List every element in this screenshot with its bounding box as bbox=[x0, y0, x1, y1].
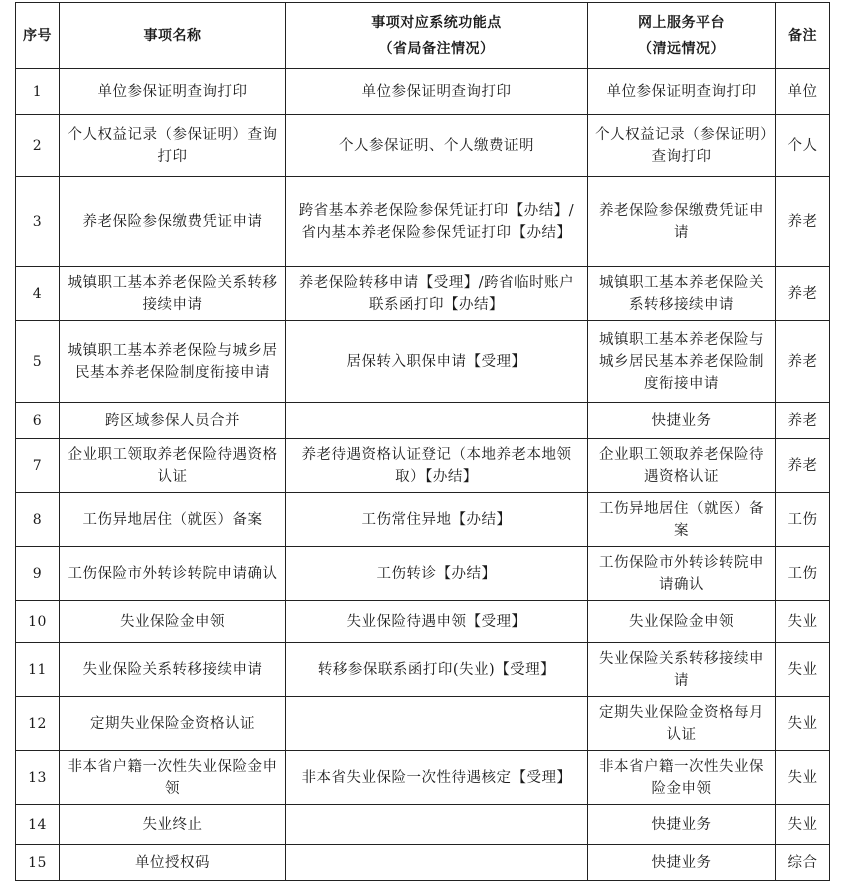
cell-item-name: 单位参保证明查询打印 bbox=[60, 69, 286, 115]
header-note: 备注 bbox=[776, 3, 830, 69]
table-row bbox=[16, 177, 830, 267]
cell-item-name: 定期失业保险金资格认证 bbox=[60, 697, 286, 751]
cell-system-function: 个人参保证明、个人缴费证明 bbox=[286, 115, 588, 177]
cell-item-name: 失业保险金申领 bbox=[60, 601, 286, 643]
cell-item-name: 单位授权码 bbox=[60, 845, 286, 881]
cell-item-name: 养老保险参保缴费凭证申请 bbox=[60, 177, 286, 267]
cell-note: 失业 bbox=[776, 643, 830, 697]
cell-seq: 11 bbox=[16, 643, 60, 697]
cell-item-name: 失业终止 bbox=[60, 805, 286, 845]
cell-seq: 1 bbox=[16, 69, 60, 115]
service-items-table bbox=[15, 2, 830, 881]
cell-system-function: 转移参保联系函打印(失业)【受理】 bbox=[286, 643, 588, 697]
cell-note: 失业 bbox=[776, 805, 830, 845]
table-row bbox=[16, 267, 830, 321]
cell-seq: 5 bbox=[16, 321, 60, 403]
header-online-platform-line1: 网上服务平台 bbox=[638, 14, 725, 31]
cell-item-name: 非本省户籍一次性失业保险金申领 bbox=[60, 751, 286, 805]
cell-online-platform: 城镇职工基本养老保险关系转移接续申请 bbox=[588, 267, 776, 321]
cell-item-name: 工伤保险市外转诊转院申请确认 bbox=[60, 547, 286, 601]
cell-note: 综合 bbox=[776, 845, 830, 881]
cell-seq: 2 bbox=[16, 115, 60, 177]
cell-system-function: 失业保险待遇申领【受理】 bbox=[286, 601, 588, 643]
cell-note: 失业 bbox=[776, 697, 830, 751]
cell-seq: 9 bbox=[16, 547, 60, 601]
cell-online-platform: 个人权益记录（参保证明）查询打印 bbox=[588, 115, 776, 177]
cell-seq: 8 bbox=[16, 493, 60, 547]
cell-online-platform: 工伤保险市外转诊转院申请确认 bbox=[588, 547, 776, 601]
header-online-platform bbox=[588, 3, 776, 69]
table-row bbox=[16, 439, 830, 493]
table-row bbox=[16, 69, 830, 115]
cell-note: 养老 bbox=[776, 403, 830, 439]
cell-note: 单位 bbox=[776, 69, 830, 115]
cell-note: 个人 bbox=[776, 115, 830, 177]
cell-seq: 6 bbox=[16, 403, 60, 439]
cell-system-function: 非本省失业保险一次性待遇核定【受理】 bbox=[286, 751, 588, 805]
table-row bbox=[16, 403, 830, 439]
cell-seq: 4 bbox=[16, 267, 60, 321]
table-row bbox=[16, 493, 830, 547]
table-row bbox=[16, 697, 830, 751]
cell-online-platform: 快捷业务 bbox=[588, 403, 776, 439]
cell-online-platform: 快捷业务 bbox=[588, 805, 776, 845]
cell-seq: 15 bbox=[16, 845, 60, 881]
cell-system-function: 跨省基本养老保险参保凭证打印【办结】/省内基本养老保险参保凭证打印【办结】 bbox=[286, 177, 588, 267]
cell-online-platform: 单位参保证明查询打印 bbox=[588, 69, 776, 115]
cell-item-name: 城镇职工基本养老保险关系转移接续申请 bbox=[60, 267, 286, 321]
header-item-name: 事项名称 bbox=[60, 3, 286, 69]
cell-note: 养老 bbox=[776, 321, 830, 403]
cell-seq: 13 bbox=[16, 751, 60, 805]
header-seq: 序号 bbox=[16, 3, 60, 69]
cell-online-platform: 城镇职工基本养老保险与城乡居民基本养老保险制度衔接申请 bbox=[588, 321, 776, 403]
cell-system-function: 工伤常住异地【办结】 bbox=[286, 493, 588, 547]
cell-system-function: 居保转入职保申请【受理】 bbox=[286, 321, 588, 403]
cell-system-function bbox=[286, 697, 588, 751]
table-row bbox=[16, 321, 830, 403]
cell-online-platform: 养老保险参保缴费凭证申请 bbox=[588, 177, 776, 267]
table-header-row bbox=[16, 3, 830, 69]
cell-seq: 12 bbox=[16, 697, 60, 751]
table-row bbox=[16, 601, 830, 643]
table-row bbox=[16, 115, 830, 177]
cell-online-platform: 工伤异地居住（就医）备案 bbox=[588, 493, 776, 547]
table-row bbox=[16, 845, 830, 881]
cell-system-function: 养老待遇资格认证登记（本地养老本地领取）【办结】 bbox=[286, 439, 588, 493]
cell-system-function: 单位参保证明查询打印 bbox=[286, 69, 588, 115]
cell-item-name: 跨区域参保人员合并 bbox=[60, 403, 286, 439]
cell-item-name: 个人权益记录（参保证明）查询打印 bbox=[60, 115, 286, 177]
cell-system-function bbox=[286, 805, 588, 845]
cell-note: 失业 bbox=[776, 601, 830, 643]
cell-note: 工伤 bbox=[776, 547, 830, 601]
cell-note: 失业 bbox=[776, 751, 830, 805]
table-row bbox=[16, 805, 830, 845]
cell-seq: 7 bbox=[16, 439, 60, 493]
cell-online-platform: 失业保险关系转移接续申请 bbox=[588, 643, 776, 697]
cell-note: 工伤 bbox=[776, 493, 830, 547]
cell-item-name: 失业保险关系转移接续申请 bbox=[60, 643, 286, 697]
table-row bbox=[16, 751, 830, 805]
cell-online-platform: 企业职工领取养老保险待遇资格认证 bbox=[588, 439, 776, 493]
cell-online-platform: 失业保险金申领 bbox=[588, 601, 776, 643]
cell-system-function: 养老保险转移申请【受理】/跨省临时账户联系函打印【办结】 bbox=[286, 267, 588, 321]
cell-seq: 3 bbox=[16, 177, 60, 267]
cell-online-platform: 非本省户籍一次性失业保险金申领 bbox=[588, 751, 776, 805]
cell-item-name: 城镇职工基本养老保险与城乡居民基本养老保险制度衔接申请 bbox=[60, 321, 286, 403]
cell-online-platform: 快捷业务 bbox=[588, 845, 776, 881]
cell-system-function bbox=[286, 845, 588, 881]
cell-seq: 14 bbox=[16, 805, 60, 845]
cell-system-function: 工伤转诊【办结】 bbox=[286, 547, 588, 601]
header-system-function-line2: （省局备注情况） bbox=[378, 40, 495, 57]
cell-note: 养老 bbox=[776, 439, 830, 493]
cell-note: 养老 bbox=[776, 267, 830, 321]
cell-item-name: 企业职工领取养老保险待遇资格认证 bbox=[60, 439, 286, 493]
cell-note: 养老 bbox=[776, 177, 830, 267]
cell-online-platform: 定期失业保险金资格每月认证 bbox=[588, 697, 776, 751]
header-online-platform-line2: （清远情况） bbox=[638, 40, 725, 57]
table-row bbox=[16, 547, 830, 601]
header-system-function bbox=[286, 3, 588, 69]
cell-system-function bbox=[286, 403, 588, 439]
header-system-function-line1: 事项对应系统功能点 bbox=[371, 14, 502, 31]
cell-item-name: 工伤异地居住（就医）备案 bbox=[60, 493, 286, 547]
cell-seq: 10 bbox=[16, 601, 60, 643]
table-row bbox=[16, 643, 830, 697]
